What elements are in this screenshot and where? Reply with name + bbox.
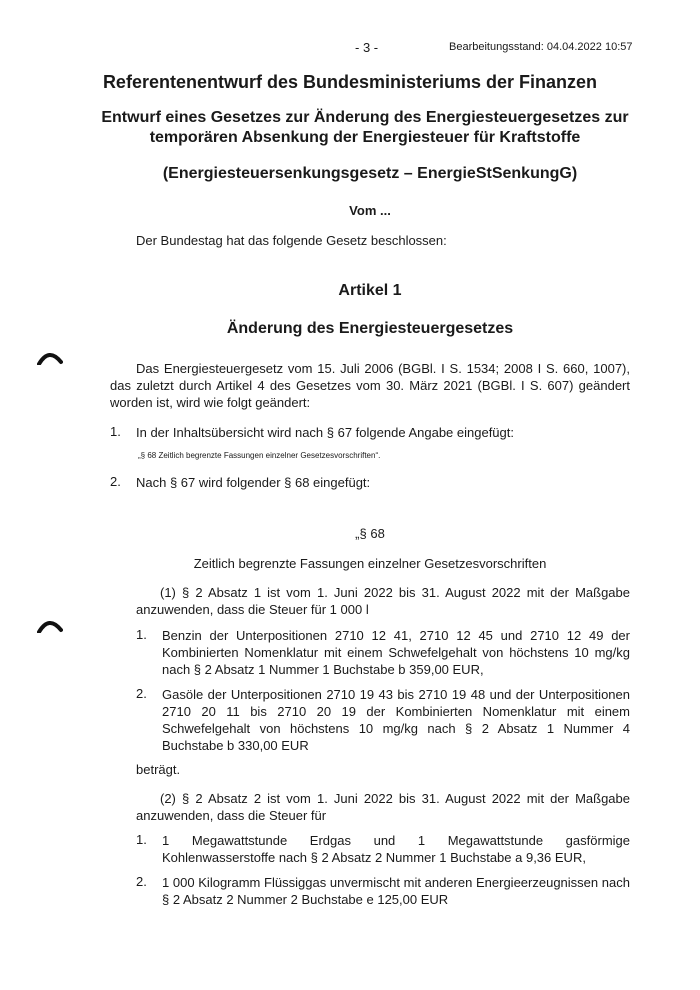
item-number: 2. [110, 474, 121, 489]
margin-mark-icon [37, 617, 63, 633]
list-number: 1. [136, 832, 147, 847]
paragraph-2-intro: (2) § 2 Absatz 2 ist vom 1. Juni 2022 bis 31. August 2022 mit der Maßgabe anzuwenden, dass die Steuer für [136, 791, 630, 823]
enacting-clause: Der Bundestag hat das folgende Gesetz beschlossen: [136, 233, 447, 248]
list-number: 2. [136, 874, 147, 889]
list-number: 1. [136, 627, 147, 642]
list-text: 1 000 Kilogramm Flüssiggas unvermischt mit anderen Energieerzeugnissen nach § 2 Absatz 2 Nummer 2 Buchstabe e 125,00 EUR [162, 875, 630, 907]
list-text: 1 Megawattstunde Erdgas und 1 Megawattstunde gasförmige Kohlenwasserstoffe nach § 2 Absatz 2 Nummer 1 Buchstabe a 9,36 EUR, [162, 833, 630, 865]
date-line: Vom ... [349, 203, 391, 218]
section-title: Zeitlich begrenzte Fassungen einzelner Gesetzesvorschriften [193, 556, 547, 571]
list-text: Benzin der Unterpositionen 2710 12 41, 2710 12 45 und 2710 12 49 der Kombinierten Nomenklatur mit einem Schwefelgehalt von höchstens 10 mg/kg nach § 2 Absatz 1 Nummer 1 Buchstabe b 359,00 EUR, [162, 628, 630, 677]
item-text: Nach § 67 wird folgender § 68 eingefügt: [136, 475, 371, 490]
list-text: Gasöle der Unterpositionen 2710 19 43 bis 2710 19 48 und der Unterpositionen 2710 20 11 bis 2710 20 19 der Kombinierten Nomenklatur mit einem Schwefelgehalt von höchstens 10 mg/kg nach § 2 Absatz 1 Nummer 4 Buchstabe b 330,00 EUR [162, 687, 630, 753]
item-number: 1. [110, 424, 121, 439]
edit-status: Bearbeitungsstand: 04.04.2022 10:57 [449, 41, 633, 53]
article-heading: Artikel 1 [338, 282, 402, 299]
short-title: (Energiesteuersenkungsgesetz – EnergieStSenkungG) [162, 165, 578, 182]
article-title: Änderung des Energiesteuergesetzes [226, 320, 514, 337]
paragraph-1-intro: (1) § 2 Absatz 1 ist vom 1. Juni 2022 bis 31. August 2022 mit der Maßgabe anzuwenden, dass die Steuer für 1 000 l [136, 585, 630, 617]
betraegt-line: beträgt. [136, 762, 181, 777]
ministry-heading: Referentenentwurf des Bundesministeriums der Finanzen [102, 72, 598, 92]
margin-mark-icon [37, 349, 63, 365]
draft-title: Entwurf eines Gesetzes zur Änderung des Energiesteuergesetzes zur temporären Absenkung der Energiesteuer für Kraftstoffe [101, 109, 629, 146]
list-number: 2. [136, 686, 147, 701]
item-text: In der Inhaltsübersicht wird nach § 67 folgende Angabe eingefügt: [136, 425, 514, 440]
intro-paragraph: Das Energiesteuergesetz vom 15. Juli 2006 (BGBl. I S. 1534; 2008 I S. 660, 1007), das zuletzt durch Artikel 4 des Gesetzes vom 30. März 2021 (BGBl. I S. 607) geändert worden ist, wird wie folgt geändert: [110, 361, 630, 410]
toc-entry: „§ 68 Zeitlich begrenzte Fassungen einzelner Gesetzesvorschriften“. [138, 451, 381, 460]
section-heading: „§ 68 [355, 526, 385, 541]
page-number: - 3 - [355, 40, 379, 55]
